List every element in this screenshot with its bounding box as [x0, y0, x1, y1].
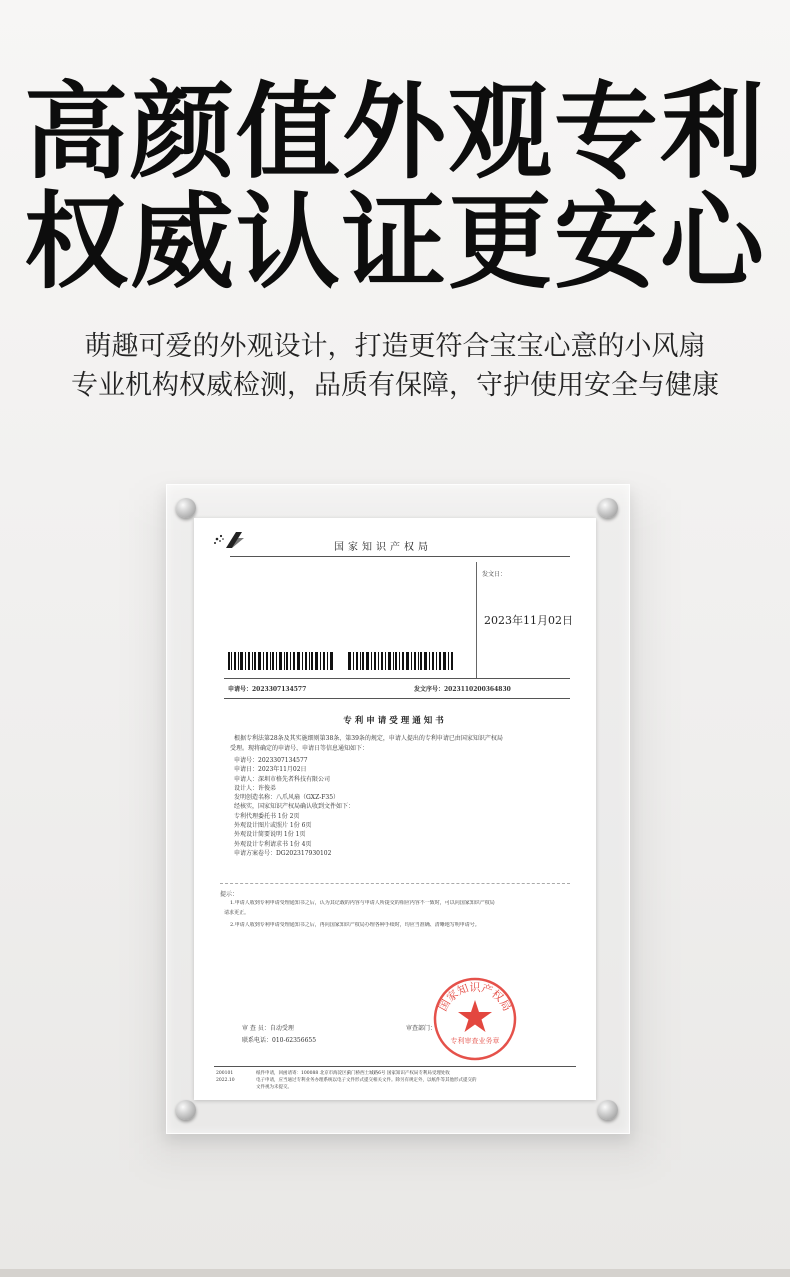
notes-divider: [220, 883, 570, 884]
footer-line: 纸件申请，回函请寄：100088 北京市海淀区蓟门桥西土城路6号 国家知识产权局专利局受理处收: [256, 1071, 450, 1076]
note-2: 2.申请人收到专利申请受理通知书之后，再向国家知识产权局办理各种手续时，均应当准确、清晰地写明申请号。: [230, 922, 480, 928]
examiner: 审 查 员：自动受理: [242, 1025, 294, 1032]
detail-line: 专利代理委托书 1份 2页: [234, 812, 300, 820]
detail-line: 经核实，国家知识产权局确认收到文件如下：: [234, 803, 355, 811]
form-code: 200101: [216, 1071, 234, 1076]
notes-heading: 提示：: [220, 891, 239, 898]
seal-icon: [432, 976, 518, 1062]
subtitle-line-2: 专业机构权威检测，品质有保障，守护使用安全与健康: [71, 370, 719, 401]
footer-line: 文件视为未提交。: [256, 1085, 292, 1091]
footer-instructions: [256, 1070, 576, 1092]
header-rule: [230, 556, 570, 557]
bolt-icon: [176, 498, 196, 518]
info-rule-bottom: [224, 698, 570, 699]
detail-line: 申请方案卷号：DG202317930102: [234, 849, 332, 857]
review-department: 审查部门：: [406, 1025, 437, 1032]
note-1a: 1.申请人收到专利申请受理通知书之后，认为其记载的内容与申请人所提交的相应内容不一致时，可以向国家知识产权局: [230, 900, 495, 906]
detail-line: 申请日：2023年11月02日: [234, 766, 307, 774]
patent-certificate: [194, 518, 596, 1100]
form-version: 2022.10: [216, 1078, 235, 1084]
bolt-icon: [598, 1100, 618, 1120]
detail-line: 发明创造名称：八爪风扇（GXZ-F35）: [234, 794, 340, 802]
application-number: 申请号：2023307134577: [228, 686, 307, 693]
footer-rule: [214, 1066, 576, 1067]
detail-line: 外观设计简要说明 1份 1页: [234, 831, 306, 839]
date-value: 2023年11月02日: [484, 614, 573, 627]
intro-line-2: 受理。现将确定的申请号、申请日等信息通知如下：: [230, 745, 369, 752]
notice-title: 专利申请受理通知书: [343, 716, 447, 726]
detail-line: 申请人：深圳市格先者科技有限公司: [234, 775, 331, 783]
contact-phone: 联系电话：010-62356655: [242, 1037, 317, 1044]
floor-strip: [0, 1269, 790, 1277]
detail-line: 外观设计专利请求书 1份 4页: [234, 840, 312, 848]
barcode-right: [348, 652, 454, 670]
detail-line: 外观设计图片或照片 1份 6页: [234, 822, 312, 830]
footer-codes: [216, 1070, 235, 1084]
office-name: 国家知识产权局: [334, 542, 432, 553]
date-label: 发文日：: [482, 571, 507, 578]
intro-line-1: 根据专利法第28条及其实施细则第38条、第39条的规定，申请人提出的专利申请已由国家知识产权局: [234, 735, 503, 742]
detail-line: 申请号：2023307134577: [234, 757, 308, 764]
seal-subtext: 专利审查业务章: [450, 1037, 500, 1045]
cnipa-logo-icon: [212, 530, 246, 550]
subtitle-line-1: 萌趣可爱的外观设计，打造更符合宝宝心意的小风扇: [84, 331, 706, 362]
bolt-icon: [598, 498, 618, 518]
barcode-left: [228, 652, 334, 670]
seal-text: 国家知识产权局: [436, 980, 514, 1014]
detail-line: 设计人：许俊弟: [234, 784, 277, 792]
info-rule-top: [224, 678, 570, 679]
bolt-icon: [176, 1100, 196, 1120]
headline-line-1: 高颜值外观专利: [23, 71, 766, 193]
serial-number: 发文序号：2023110200364830: [414, 686, 511, 693]
footer-line: 电子申请，应当通过专利业务办理系统以电子文件形式提交相关文件。除另有规定外，以纸件等其他形式提交的: [256, 1078, 477, 1084]
official-seal: [432, 976, 518, 1062]
application-details: [234, 756, 354, 858]
note-1b: 请求更正。: [224, 910, 250, 916]
headline-line-2: 权威认证更安心: [23, 181, 766, 303]
